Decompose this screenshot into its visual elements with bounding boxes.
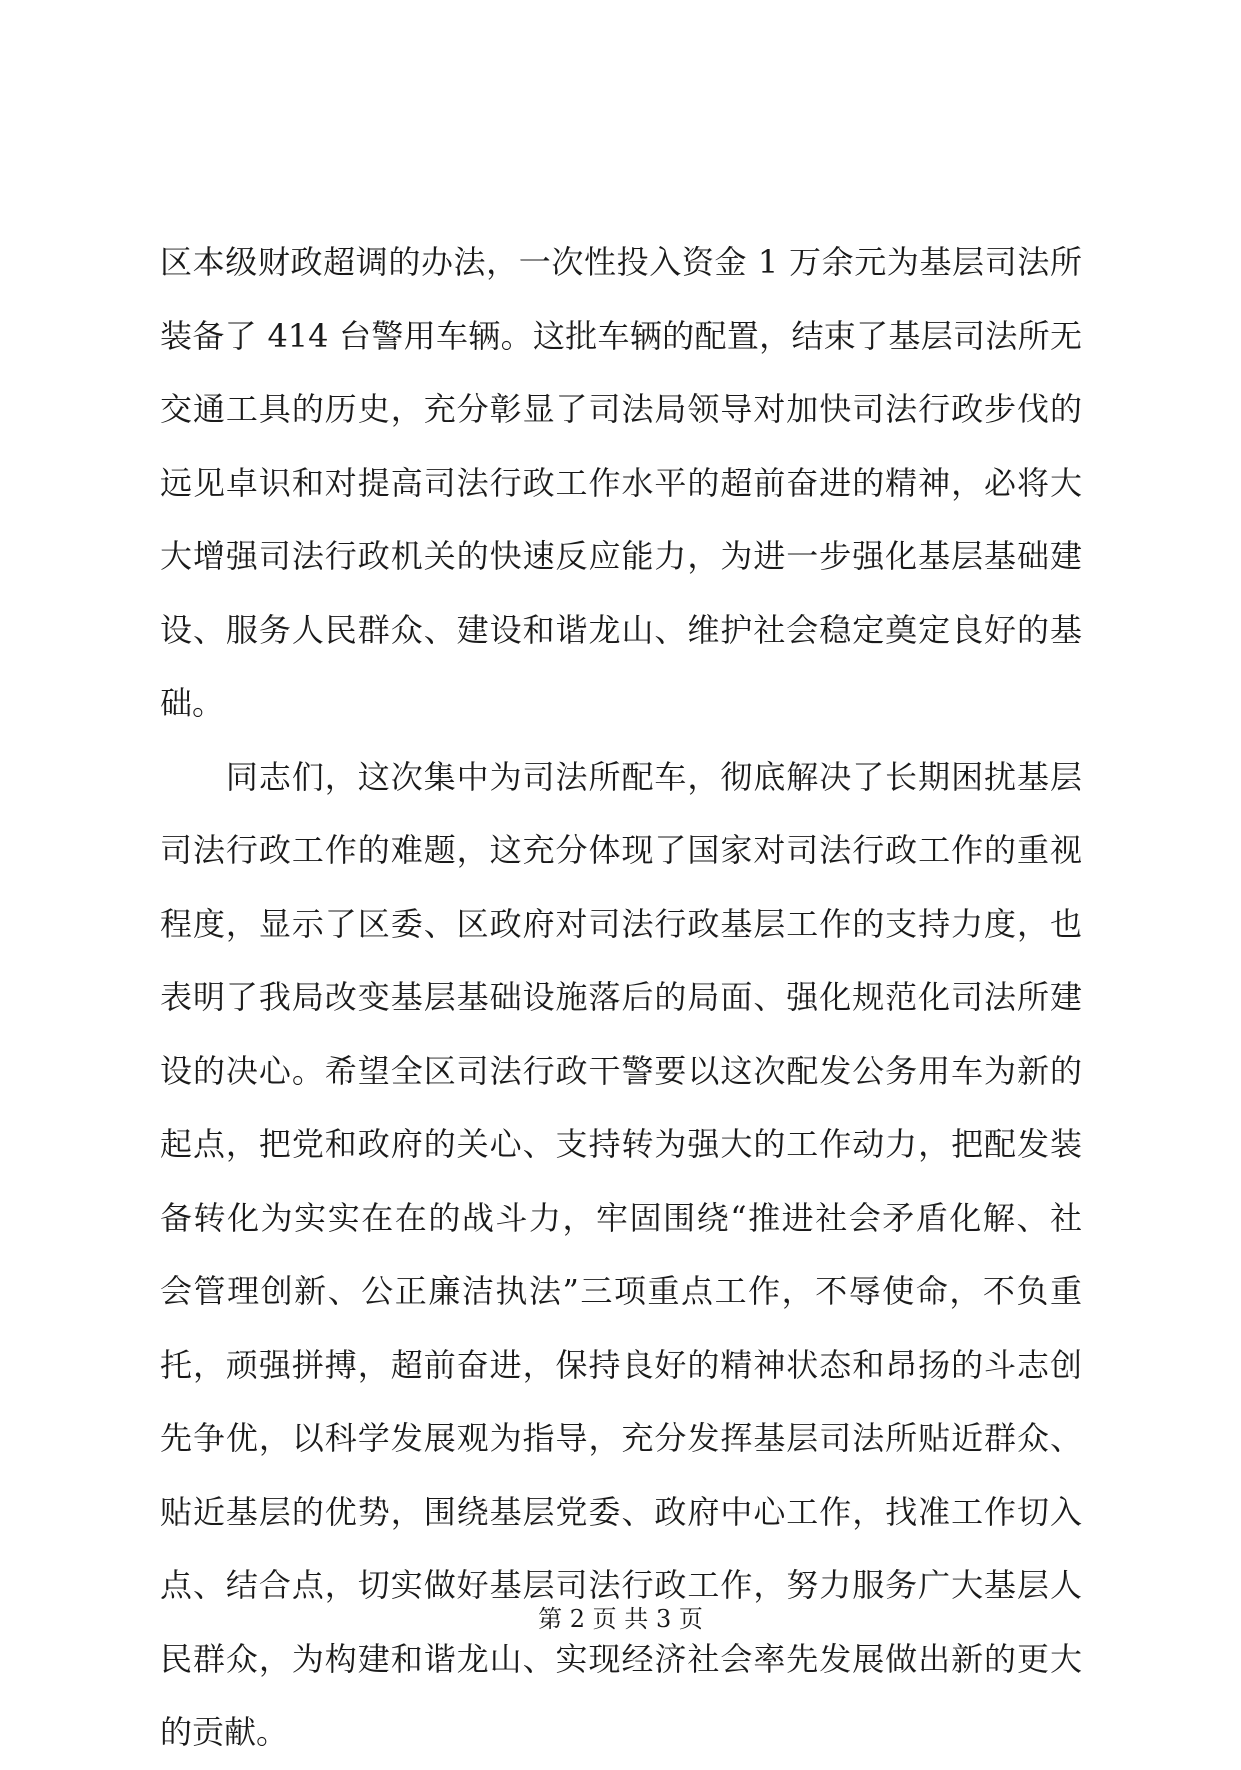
text-line: 交通工具的历史，充分彰显了司法局领导对加快司法行政步伐的 bbox=[160, 390, 1082, 428]
text-line: 托，顽强拼搏，超前奋进，保持良好的精神状态和昂扬的斗志创 bbox=[160, 1345, 1082, 1384]
text-line: 装备了 414 台警用车辆。这批车辆的配置，结束了基层司法所无 bbox=[160, 316, 1082, 355]
text-line: 程度，显示了区委、区政府对司法行政基层工作的支持力度，也 bbox=[160, 904, 1082, 943]
text-line: 础。 bbox=[160, 684, 225, 722]
text-line: 区本级财政超调的办法，一次性投入资金 1 万余元为基层司法所 bbox=[160, 243, 1082, 281]
text-line: 大增强司法行政机关的快速反应能力，为进一步强化基层基础建 bbox=[160, 537, 1082, 575]
text-line: 设的决心。希望全区司法行政干警要以这次配发公务用车为新的 bbox=[160, 1051, 1082, 1090]
text-line: 的贡献。 bbox=[160, 1713, 289, 1751]
text-line: 同志们，这次集中为司法所配车，彻底解决了长期困扰基层 bbox=[160, 757, 1082, 796]
text-line: 备转化为实实在在的战斗力，牢固围绕“推进社会矛盾化解、社 bbox=[160, 1198, 1082, 1237]
body-text bbox=[160, 226, 1082, 1770]
page-number-footer: 第 2 页 共 3 页 bbox=[538, 1605, 703, 1633]
text-line: 司法行政工作的难题，这充分体现了国家对司法行政工作的重视 bbox=[160, 831, 1082, 869]
text-line: 先争优，以科学发展观为指导，充分发挥基层司法所贴近群众、 bbox=[160, 1419, 1082, 1457]
text-line: 贴近基层的优势，围绕基层党委、政府中心工作，找准工作切入 bbox=[160, 1492, 1082, 1531]
text-line: 表明了我局改变基层基础设施落后的局面、强化规范化司法所建 bbox=[160, 978, 1082, 1016]
text-line: 点、结合点，切实做好基层司法行政工作，努力服务广大基层人 bbox=[160, 1566, 1082, 1604]
text-line: 会管理创新、公正廉洁执法”三项重点工作，不辱使命，不负重 bbox=[160, 1272, 1082, 1310]
text-line: 起点，把党和政府的关心、支持转为强大的工作动力，把配发装 bbox=[160, 1125, 1082, 1163]
text-line: 民群众，为构建和谐龙山、实现经济社会率先发展做出新的更大 bbox=[160, 1639, 1082, 1678]
text-line: 设、服务人民群众、建设和谐龙山、维护社会稳定奠定良好的基 bbox=[160, 610, 1082, 649]
text-line: 远见卓识和对提高司法行政工作水平的超前奋进的精神，必将大 bbox=[160, 463, 1082, 502]
